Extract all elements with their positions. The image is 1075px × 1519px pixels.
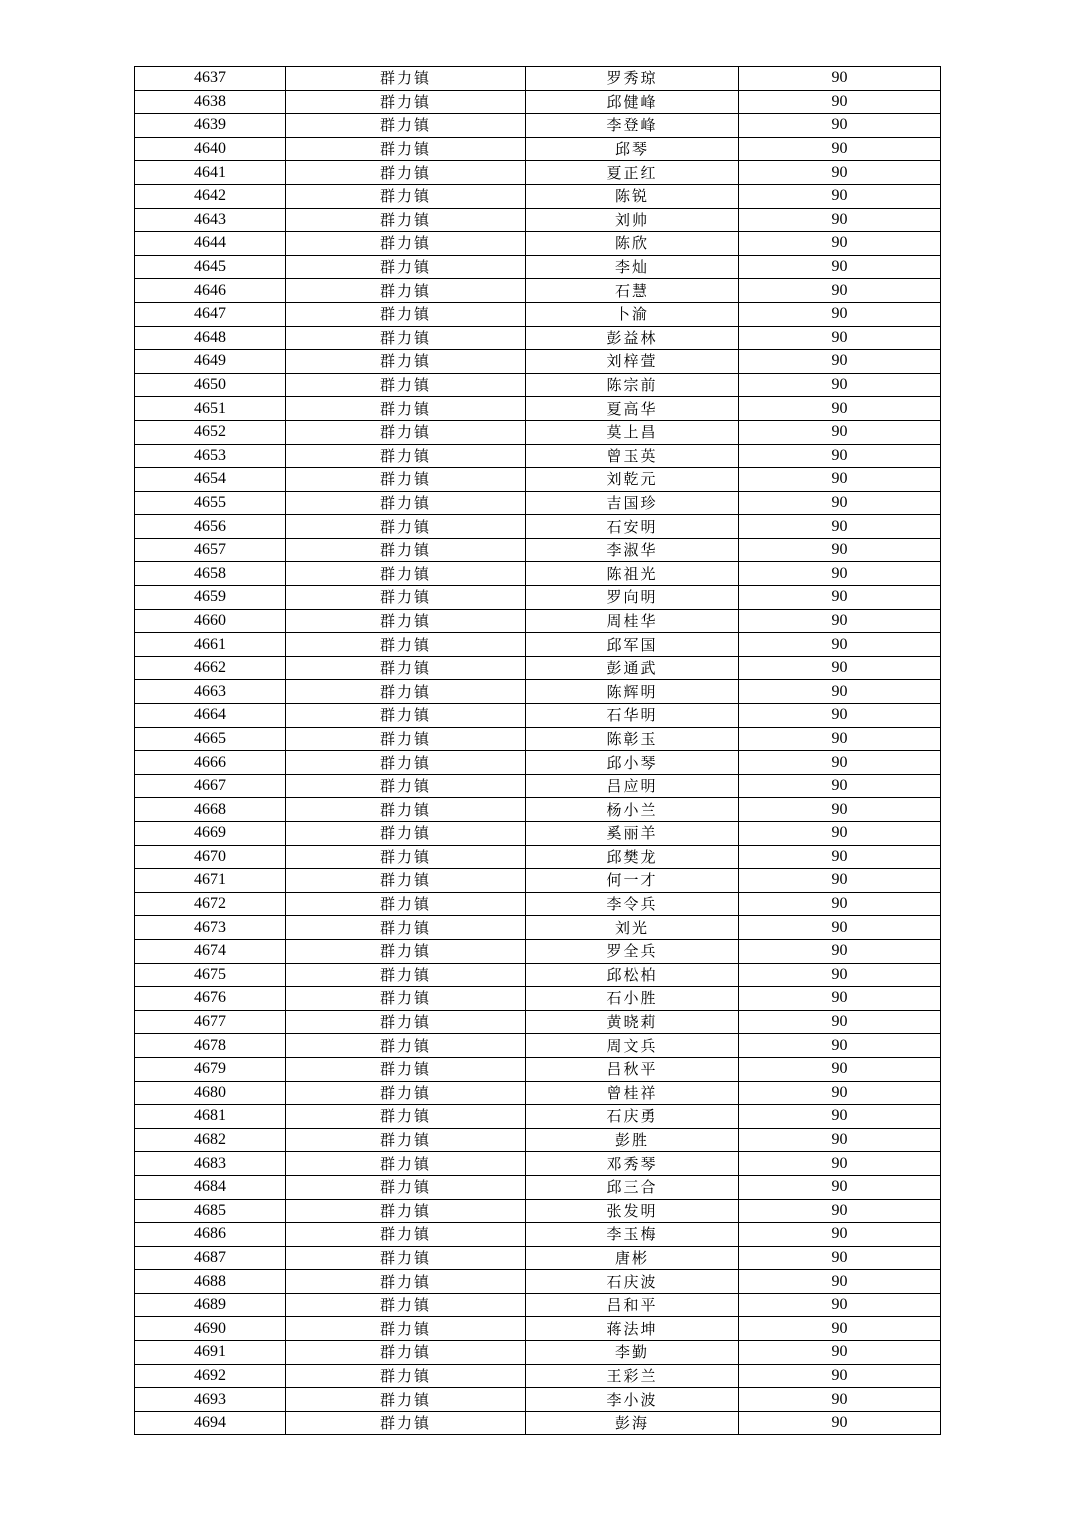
table-row [135,586,941,610]
table-row [135,963,941,987]
person-name-cell: 陈辉明 [526,680,739,704]
town-cell: 群力镇 [286,869,526,893]
person-name-cell: 邱三合 [526,1175,739,1199]
row-number-cell: 4690 [135,1317,286,1341]
person-name-cell: 邱松柏 [526,963,739,987]
score-cell: 90 [739,1199,941,1223]
person-name-cell: 罗向明 [526,586,739,610]
score-cell: 90 [739,302,941,326]
town-cell: 群力镇 [286,302,526,326]
town-cell: 群力镇 [286,939,526,963]
row-number-cell: 4651 [135,397,286,421]
score-cell: 90 [739,916,941,940]
score-cell: 90 [739,491,941,515]
row-number-cell: 4666 [135,751,286,775]
row-number-cell: 4674 [135,939,286,963]
town-cell: 群力镇 [286,1341,526,1365]
town-cell: 群力镇 [286,1105,526,1129]
person-name-cell: 石小胜 [526,987,739,1011]
person-name-cell: 吕应明 [526,774,739,798]
score-cell: 90 [739,939,941,963]
table-row [135,727,941,751]
score-cell: 90 [739,680,941,704]
table-row [135,515,941,539]
person-name-cell: 彭益林 [526,326,739,350]
town-cell: 群力镇 [286,468,526,492]
table-row [135,1388,941,1412]
person-name-cell: 石庆勇 [526,1105,739,1129]
score-cell: 90 [739,1034,941,1058]
row-number-cell: 4668 [135,798,286,822]
table-row [135,161,941,185]
person-name-cell: 陈祖光 [526,562,739,586]
row-number-cell: 4646 [135,279,286,303]
town-cell: 群力镇 [286,845,526,869]
town-cell: 群力镇 [286,279,526,303]
row-number-cell: 4688 [135,1270,286,1294]
table-row [135,1152,941,1176]
row-number-cell: 4659 [135,586,286,610]
table-row [135,916,941,940]
town-cell: 群力镇 [286,987,526,1011]
row-number-cell: 4678 [135,1034,286,1058]
town-cell: 群力镇 [286,208,526,232]
table-row [135,1010,941,1034]
person-name-cell: 李灿 [526,255,739,279]
score-cell: 90 [739,656,941,680]
town-cell: 群力镇 [286,114,526,138]
score-cell: 90 [739,1105,941,1129]
row-number-cell: 4644 [135,232,286,256]
row-number-cell: 4663 [135,680,286,704]
person-name-cell: 邱健峰 [526,90,739,114]
table-row [135,869,941,893]
score-cell: 90 [739,562,941,586]
table-row [135,1293,941,1317]
person-name-cell: 邱樊龙 [526,845,739,869]
town-cell: 群力镇 [286,1057,526,1081]
town-cell: 群力镇 [286,137,526,161]
town-cell: 群力镇 [286,1246,526,1270]
row-number-cell: 4686 [135,1223,286,1247]
person-name-cell: 蒋法坤 [526,1317,739,1341]
row-number-cell: 4648 [135,326,286,350]
town-cell: 群力镇 [286,1034,526,1058]
person-name-cell: 李小波 [526,1388,739,1412]
town-cell: 群力镇 [286,1199,526,1223]
score-cell: 90 [739,798,941,822]
person-name-cell: 刘梓萱 [526,350,739,374]
table-row [135,302,941,326]
person-name-cell: 石安明 [526,515,739,539]
score-cell: 90 [739,420,941,444]
person-name-cell: 陈宗前 [526,373,739,397]
person-name-cell: 夏正红 [526,161,739,185]
table-row [135,1175,941,1199]
row-number-cell: 4685 [135,1199,286,1223]
row-number-cell: 4684 [135,1175,286,1199]
row-number-cell: 4669 [135,822,286,846]
score-cell: 90 [739,67,941,91]
table-row [135,845,941,869]
score-cell: 90 [739,845,941,869]
person-name-cell: 夏高华 [526,397,739,421]
town-cell: 群力镇 [286,1293,526,1317]
row-number-cell: 4675 [135,963,286,987]
person-name-cell: 罗全兵 [526,939,739,963]
score-cell: 90 [739,444,941,468]
table-row [135,822,941,846]
row-number-cell: 4655 [135,491,286,515]
town-cell: 群力镇 [286,397,526,421]
row-number-cell: 4689 [135,1293,286,1317]
table-row [135,279,941,303]
row-number-cell: 4661 [135,633,286,657]
town-cell: 群力镇 [286,1223,526,1247]
table-row [135,373,941,397]
score-cell: 90 [739,1341,941,1365]
table-row [135,468,941,492]
row-number-cell: 4653 [135,444,286,468]
row-number-cell: 4664 [135,704,286,728]
town-cell: 群力镇 [286,892,526,916]
row-number-cell: 4657 [135,538,286,562]
score-cell: 90 [739,232,941,256]
score-cell: 90 [739,586,941,610]
score-cell: 90 [739,184,941,208]
score-cell: 90 [739,468,941,492]
table-row [135,1199,941,1223]
score-cell: 90 [739,1364,941,1388]
table-row [135,774,941,798]
town-cell: 群力镇 [286,633,526,657]
score-cell: 90 [739,609,941,633]
table-row [135,892,941,916]
person-name-cell: 李登峰 [526,114,739,138]
row-number-cell: 4637 [135,67,286,91]
table-row [135,987,941,1011]
table-row [135,232,941,256]
town-cell: 群力镇 [286,1010,526,1034]
score-cell: 90 [739,727,941,751]
town-cell: 群力镇 [286,350,526,374]
row-number-cell: 4640 [135,137,286,161]
row-number-cell: 4652 [135,420,286,444]
score-cell: 90 [739,1152,941,1176]
score-cell: 90 [739,326,941,350]
score-cell: 90 [739,869,941,893]
row-number-cell: 4656 [135,515,286,539]
person-name-cell: 石庆波 [526,1270,739,1294]
table-row [135,633,941,657]
table-row [135,680,941,704]
table-row [135,1411,941,1435]
table-row [135,1105,941,1129]
town-cell: 群力镇 [286,656,526,680]
score-cell: 90 [739,822,941,846]
row-number-cell: 4670 [135,845,286,869]
row-number-cell: 4645 [135,255,286,279]
town-cell: 群力镇 [286,1270,526,1294]
table-row [135,114,941,138]
town-cell: 群力镇 [286,255,526,279]
person-name-cell: 吕和平 [526,1293,739,1317]
score-cell: 90 [739,1317,941,1341]
table-row [135,67,941,91]
person-name-cell: 张发明 [526,1199,739,1223]
person-name-cell: 李令兵 [526,892,739,916]
score-cell: 90 [739,1293,941,1317]
town-cell: 群力镇 [286,798,526,822]
row-number-cell: 4681 [135,1105,286,1129]
table-row [135,444,941,468]
table-row [135,1081,941,1105]
score-cell: 90 [739,350,941,374]
score-cell: 90 [739,373,941,397]
row-number-cell: 4649 [135,350,286,374]
town-cell: 群力镇 [286,1411,526,1435]
score-cell: 90 [739,137,941,161]
table-row [135,1317,941,1341]
town-cell: 群力镇 [286,774,526,798]
table-row [135,326,941,350]
row-number-cell: 4662 [135,656,286,680]
row-number-cell: 4693 [135,1388,286,1412]
row-number-cell: 4641 [135,161,286,185]
person-name-cell: 彭海 [526,1411,739,1435]
town-cell: 群力镇 [286,161,526,185]
town-cell: 群力镇 [286,704,526,728]
score-cell: 90 [739,963,941,987]
person-name-cell: 莫上昌 [526,420,739,444]
score-cell: 90 [739,397,941,421]
person-name-cell: 刘乾元 [526,468,739,492]
person-name-cell: 黄晓莉 [526,1010,739,1034]
table-row [135,350,941,374]
person-name-cell: 卜渝 [526,302,739,326]
town-cell: 群力镇 [286,916,526,940]
person-name-cell: 李淑华 [526,538,739,562]
person-name-cell: 杨小兰 [526,798,739,822]
table-row [135,1270,941,1294]
table-row [135,704,941,728]
town-cell: 群力镇 [286,67,526,91]
person-name-cell: 邱琴 [526,137,739,161]
score-cell: 90 [739,633,941,657]
score-cell: 90 [739,538,941,562]
table-row [135,609,941,633]
row-number-cell: 4677 [135,1010,286,1034]
town-cell: 群力镇 [286,326,526,350]
town-cell: 群力镇 [286,1317,526,1341]
table-row [135,939,941,963]
score-cell: 90 [739,892,941,916]
person-name-cell: 王彩兰 [526,1364,739,1388]
town-cell: 群力镇 [286,562,526,586]
score-cell: 90 [739,279,941,303]
town-cell: 群力镇 [286,232,526,256]
table-row [135,491,941,515]
score-cell: 90 [739,515,941,539]
town-cell: 群力镇 [286,751,526,775]
table-row [135,1223,941,1247]
row-number-cell: 4667 [135,774,286,798]
town-cell: 群力镇 [286,538,526,562]
person-name-cell: 曾桂祥 [526,1081,739,1105]
row-number-cell: 4679 [135,1057,286,1081]
table-row [135,1034,941,1058]
person-name-cell: 罗秀琼 [526,67,739,91]
town-cell: 群力镇 [286,727,526,751]
score-cell: 90 [739,208,941,232]
table-row [135,538,941,562]
row-number-cell: 4691 [135,1341,286,1365]
person-name-cell: 石华明 [526,704,739,728]
town-cell: 群力镇 [286,680,526,704]
person-name-cell: 陈锐 [526,184,739,208]
score-cell: 90 [739,987,941,1011]
table-row [135,1341,941,1365]
row-number-cell: 4665 [135,727,286,751]
table-row [135,751,941,775]
table-row [135,137,941,161]
person-name-cell: 李勤 [526,1341,739,1365]
person-name-cell: 周文兵 [526,1034,739,1058]
person-name-cell: 曾玉英 [526,444,739,468]
person-name-cell: 邱军国 [526,633,739,657]
person-name-cell: 吕秋平 [526,1057,739,1081]
person-name-cell: 彭胜 [526,1128,739,1152]
town-cell: 群力镇 [286,1128,526,1152]
town-cell: 群力镇 [286,515,526,539]
person-name-cell: 唐彬 [526,1246,739,1270]
town-cell: 群力镇 [286,373,526,397]
town-cell: 群力镇 [286,420,526,444]
score-cell: 90 [739,90,941,114]
person-name-cell: 彭通武 [526,656,739,680]
town-cell: 群力镇 [286,491,526,515]
row-number-cell: 4671 [135,869,286,893]
person-name-cell: 何一才 [526,869,739,893]
table-row [135,184,941,208]
person-name-cell: 陈欣 [526,232,739,256]
row-number-cell: 4638 [135,90,286,114]
score-cell: 90 [739,1010,941,1034]
row-number-cell: 4672 [135,892,286,916]
row-number-cell: 4650 [135,373,286,397]
row-number-cell: 4692 [135,1364,286,1388]
table-row [135,656,941,680]
roster-table-body [135,67,941,1435]
row-number-cell: 4680 [135,1081,286,1105]
person-name-cell: 陈彰玉 [526,727,739,751]
table-row [135,397,941,421]
roster-table [134,66,941,1435]
town-cell: 群力镇 [286,1152,526,1176]
row-number-cell: 4687 [135,1246,286,1270]
score-cell: 90 [739,774,941,798]
score-cell: 90 [739,161,941,185]
row-number-cell: 4647 [135,302,286,326]
person-name-cell: 奚丽羊 [526,822,739,846]
score-cell: 90 [739,255,941,279]
table-row [135,1128,941,1152]
score-cell: 90 [739,704,941,728]
person-name-cell: 邱小琴 [526,751,739,775]
town-cell: 群力镇 [286,963,526,987]
table-row [135,255,941,279]
person-name-cell: 邓秀琴 [526,1152,739,1176]
table-row [135,1364,941,1388]
row-number-cell: 4676 [135,987,286,1011]
town-cell: 群力镇 [286,1081,526,1105]
score-cell: 90 [739,114,941,138]
table-row [135,562,941,586]
person-name-cell: 吉国珍 [526,491,739,515]
score-cell: 90 [739,1411,941,1435]
person-name-cell: 石慧 [526,279,739,303]
score-cell: 90 [739,1057,941,1081]
table-row [135,208,941,232]
row-number-cell: 4694 [135,1411,286,1435]
row-number-cell: 4660 [135,609,286,633]
table-row [135,1246,941,1270]
score-cell: 90 [739,1270,941,1294]
score-cell: 90 [739,751,941,775]
row-number-cell: 4658 [135,562,286,586]
town-cell: 群力镇 [286,609,526,633]
score-cell: 90 [739,1246,941,1270]
table-row [135,798,941,822]
table-row [135,90,941,114]
town-cell: 群力镇 [286,444,526,468]
person-name-cell: 李玉梅 [526,1223,739,1247]
town-cell: 群力镇 [286,1388,526,1412]
table-row [135,420,941,444]
row-number-cell: 4673 [135,916,286,940]
town-cell: 群力镇 [286,1175,526,1199]
town-cell: 群力镇 [286,90,526,114]
score-cell: 90 [739,1388,941,1412]
row-number-cell: 4683 [135,1152,286,1176]
score-cell: 90 [739,1081,941,1105]
town-cell: 群力镇 [286,586,526,610]
person-name-cell: 刘光 [526,916,739,940]
score-cell: 90 [739,1128,941,1152]
score-cell: 90 [739,1223,941,1247]
person-name-cell: 周桂华 [526,609,739,633]
person-name-cell: 刘帅 [526,208,739,232]
row-number-cell: 4639 [135,114,286,138]
row-number-cell: 4654 [135,468,286,492]
row-number-cell: 4682 [135,1128,286,1152]
town-cell: 群力镇 [286,184,526,208]
row-number-cell: 4643 [135,208,286,232]
row-number-cell: 4642 [135,184,286,208]
score-cell: 90 [739,1175,941,1199]
town-cell: 群力镇 [286,1364,526,1388]
town-cell: 群力镇 [286,822,526,846]
table-row [135,1057,941,1081]
